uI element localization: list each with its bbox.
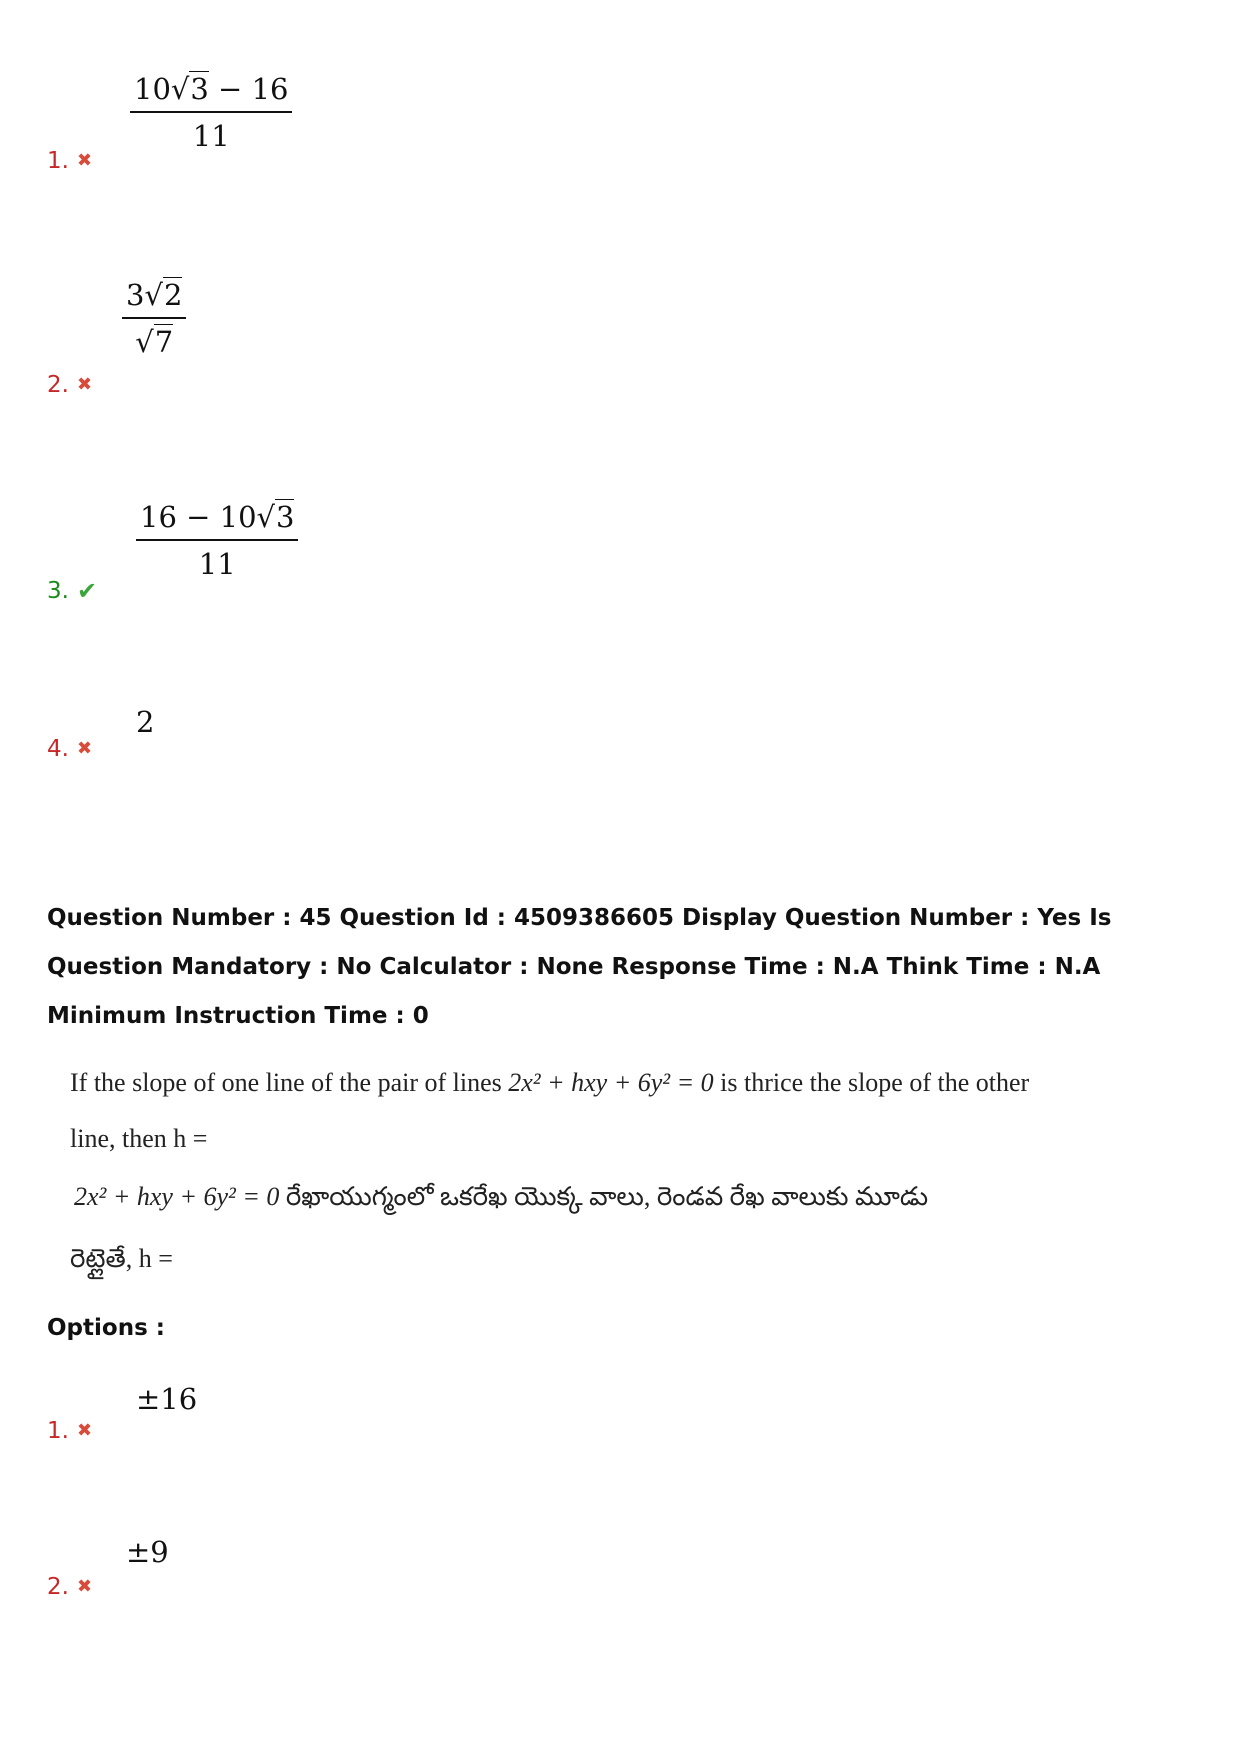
prev-option-3-math: $\frac{16 - 10√3}{11}$ [136, 500, 298, 582]
option-2-label: 2. ✖ [47, 1574, 93, 1600]
check-icon: ✔ [76, 577, 98, 605]
prev-option-4-label: 4. ✖ [47, 736, 93, 762]
question-line-3-telugu: 2x² + hxy + 6y² = 0 రేఖాయుగ్మంలో ఒకరేఖ యొక్క వాలు, రెండవ రేఖ వాలుకు మూడు [74, 1182, 929, 1211]
prev-option-2-math: $\frac{3√2}{√7}$ [122, 278, 186, 360]
option-1-math: ±16 [136, 1382, 198, 1416]
question-line-4-telugu: రెట్లైతే, h = [70, 1244, 173, 1273]
cross-icon: ✖ [76, 738, 93, 759]
option-1-label: 1. ✖ [47, 1418, 93, 1444]
question-line-1: If the slope of one line of the pair of lines 2x² + hxy + 6y² = 0 is thrice the slope of the other [70, 1068, 1030, 1097]
prev-option-3-label: 3. ✔ [47, 577, 98, 605]
cross-icon: ✖ [76, 374, 93, 395]
prev-option-2-label: 2. ✖ [47, 372, 93, 398]
question-line-2: line, then h = [70, 1124, 208, 1153]
cross-icon: ✖ [76, 1576, 93, 1597]
prev-option-1-math: $\frac{10√3 - 16}{11}$ [130, 72, 292, 154]
prev-option-1-label: 1. ✖ [47, 148, 93, 174]
prev-option-4-math: 2 [136, 705, 155, 739]
cross-icon: ✖ [76, 1420, 93, 1441]
option-2-math: ±9 [126, 1535, 169, 1569]
question-meta: Question Number : 45 Question Id : 4509386605 Display Question Number : Yes Is Question Mandatory : No Calculator : None Response Time : N.A Think Time : N.A Minimum Instruction Time : 0 [47, 905, 1112, 1029]
options-title: Options : [47, 1315, 165, 1341]
cross-icon: ✖ [76, 150, 93, 171]
